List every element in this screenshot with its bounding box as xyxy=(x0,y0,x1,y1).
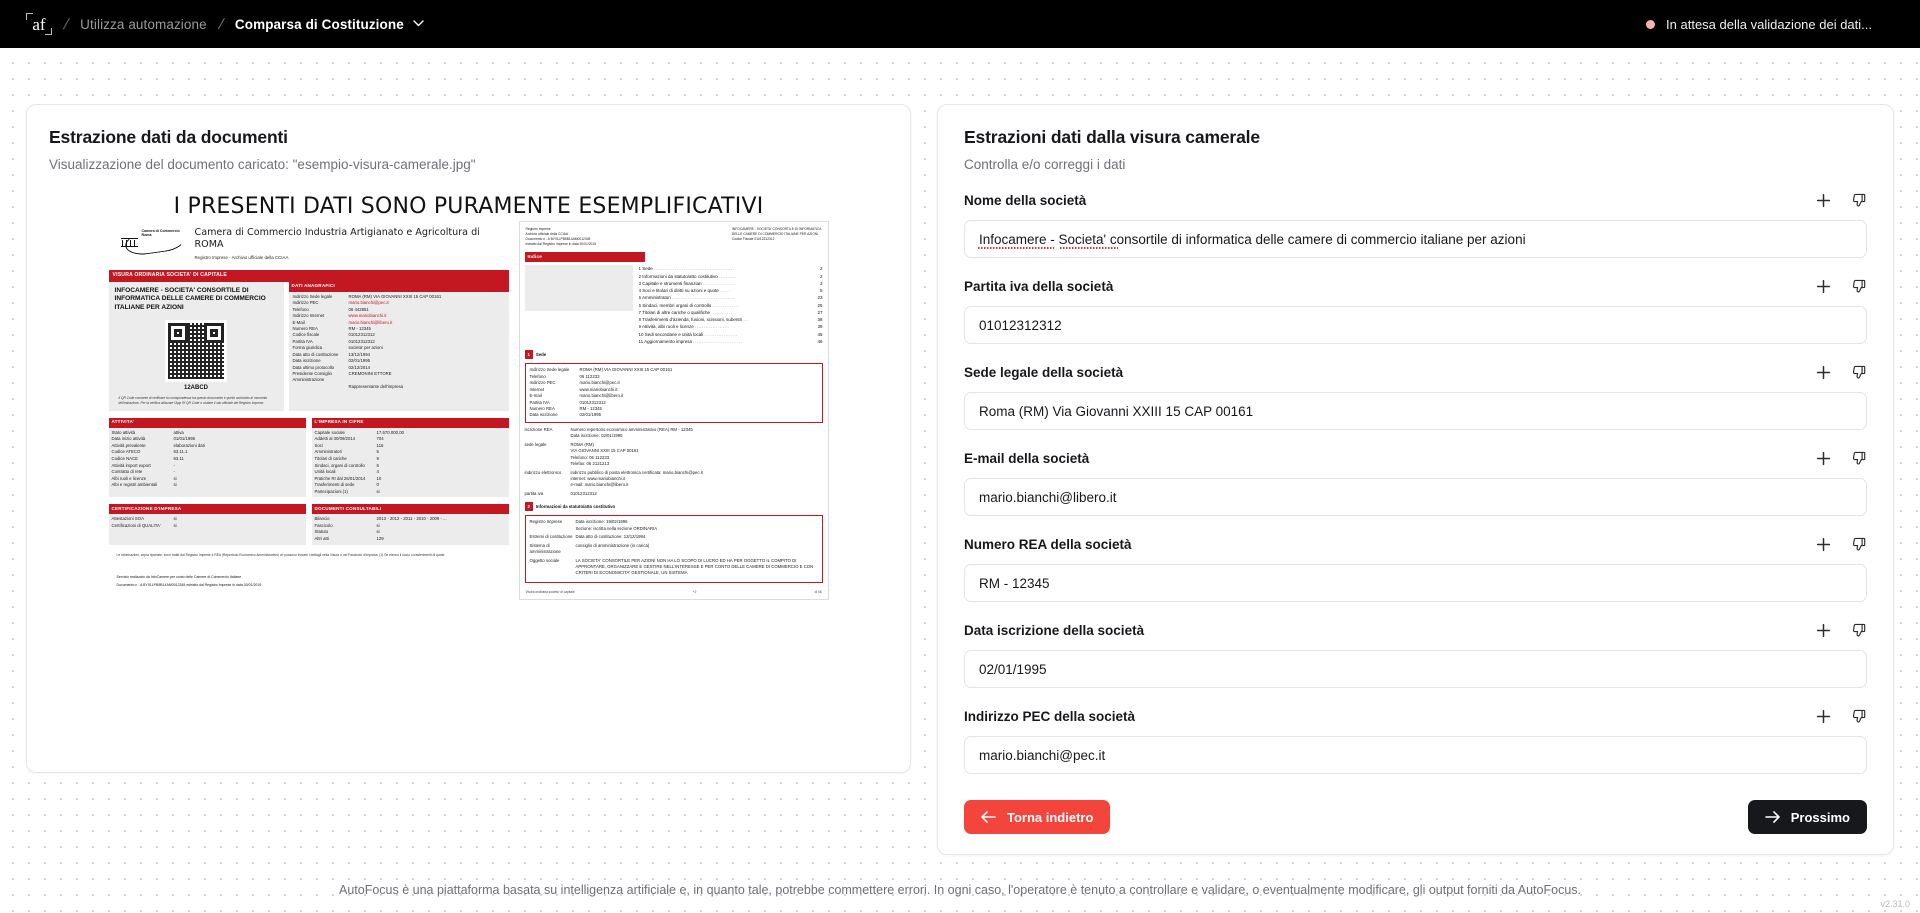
document-sample-banner: I PRESENTI DATI SONO PURAMENTE ESEMPLIFICATIVI xyxy=(173,194,764,219)
breadcrumb-separator-2: / xyxy=(216,15,226,33)
plus-icon[interactable] xyxy=(1815,536,1832,553)
doc-table-row xyxy=(525,427,823,440)
form-field-actions xyxy=(1815,622,1867,639)
qr-code-note: Il QR Code consente di verificare la corrispondenza tra questo documento e quello archiviato al momento dell'estrazione. Per la verifica utilizzare l'App RI QR Code o visitare il sito ufficiale del Registro Imprese. xyxy=(118,396,268,405)
disclaimer-text: AutoFocus è una piattaforma basata su intelligenza artificiale e, in quanto tale, potrebbe commettere errori. In ogni caso, l'operatore è tenuto a controllare e validare, o eventualmente modificare, gli output forniti da AutoFocus. xyxy=(339,883,1581,897)
thumbs-down-icon[interactable] xyxy=(1850,192,1867,209)
next-button[interactable] xyxy=(1748,800,1867,834)
doc-row-key: Capitale sociale xyxy=(314,429,345,435)
doc-row-value: Data atto di costituzione: 13/12/1994 xyxy=(575,534,646,540)
doc-row-value: - xyxy=(173,469,175,475)
index-entry xyxy=(639,331,823,338)
doc-row-value: 01/01/1995 xyxy=(173,436,196,442)
form-field-header xyxy=(964,192,1867,209)
doc-row-key: Titolari di cariche xyxy=(314,455,347,461)
form-field-label: Numero REA della società xyxy=(964,537,1132,552)
form-field-input-wrapper xyxy=(964,209,1867,258)
form-field-header xyxy=(964,364,1867,381)
doc-row-value: Numero repertorio economico amministrativo (REA) RM - 12345 Data iscrizione: 02/01/1995 xyxy=(570,426,693,439)
doc-row-key: Indirizzo Internet xyxy=(292,313,325,319)
form-field-header xyxy=(964,536,1867,553)
doc-table-row xyxy=(312,536,509,543)
form-field-actions xyxy=(1815,708,1867,725)
page1-note: Le informazioni, sopra riportate, sono tratte dal Registro Imprese e REA (Repertorio Economico Amministrativo) al: possono trovare i dettagli nella Visura o nel Fascicolo d'Impresa. (1) Se elenco il socio o trasferimenti di quote. xyxy=(116,552,446,557)
page-background xyxy=(0,48,1920,913)
doc-row-key: Registro Imprese xyxy=(529,519,563,525)
index-entry xyxy=(639,323,823,330)
doc-table-row xyxy=(109,523,306,530)
doc-row-value: 9 xyxy=(376,455,379,461)
index-entry-label: 9 Attività, albi ruoli e licenze .................... xyxy=(638,324,731,330)
index-entry-label: 11 Aggiornamento impresa ............................ xyxy=(638,339,743,345)
doc-row-value: 02/12/2014 xyxy=(348,364,371,370)
doc-row-value: 5 xyxy=(376,449,379,455)
doc-row-key: sede legale xyxy=(524,441,547,447)
doc-row-key: Partita IVA xyxy=(292,338,313,344)
doc-row-value: 63.11 xyxy=(173,455,184,461)
doc-row-key: Unità locali xyxy=(314,469,336,475)
section-1-number: 1 xyxy=(525,350,533,359)
form-field-actions xyxy=(1815,364,1867,381)
index-entry-page: 27 xyxy=(817,309,823,315)
form-field xyxy=(964,278,1867,344)
form-field-input-wrapper xyxy=(964,295,1867,344)
thumbs-down-icon[interactable] xyxy=(1850,450,1867,467)
back-button[interactable] xyxy=(964,800,1110,834)
form-field xyxy=(964,450,1867,516)
doc-row-value: si xyxy=(376,522,380,528)
index-entry-page: 5 xyxy=(819,288,823,294)
doc-row-value: attiva xyxy=(173,429,184,435)
form-subtitle: Controlla e/o correggi i dati xyxy=(964,157,1126,172)
plus-icon[interactable] xyxy=(1815,622,1832,639)
doc-row-key: Data iscrizione xyxy=(529,412,558,418)
index-entry-page: 2 xyxy=(819,273,823,279)
doc-row-key: iscrizione REA xyxy=(524,426,553,432)
doc-row-key: Addetti al 30/09/2014 xyxy=(314,436,356,442)
version-label: v2.31.0 xyxy=(1880,899,1910,909)
form-field-label: E-mail della società xyxy=(964,451,1090,466)
index-entry-page: 46 xyxy=(817,339,823,345)
doc-row-key: Albi e registri ambientali xyxy=(111,482,158,488)
breadcrumb-item-automazione[interactable]: Utilizza automazione xyxy=(80,16,207,32)
arrow-right-icon xyxy=(1765,811,1780,823)
form-actions xyxy=(964,774,1867,834)
document-viewer[interactable] xyxy=(49,194,888,754)
documenti-red-bar: DOCUMENTI CONSULTABILI xyxy=(312,504,509,514)
doc-row-key: Codice NACE xyxy=(111,455,139,461)
document-pages xyxy=(49,221,888,600)
doc-row-value: ROMA (RM) VIA GIOVANNI XXIII 15 CAP 00161 xyxy=(579,367,673,373)
uploaded-file-caption: Visualizzazione del documento caricato: "esempio-visura-camerale.jpg" xyxy=(49,157,476,172)
doc-row-key: Oggetto sociale xyxy=(529,557,560,563)
form-field-label: Nome della società xyxy=(964,193,1087,208)
certificazioni-red-bar: CERTIFICAZIONE D'IMPRESA xyxy=(109,504,306,514)
index-placeholder-block xyxy=(525,265,633,311)
index-entry xyxy=(639,273,823,280)
doc-row-value: - xyxy=(173,462,175,468)
form-field xyxy=(964,536,1867,602)
doc-row-key: Indirizzo PEC xyxy=(292,300,319,306)
form-field-input-wrapper xyxy=(964,467,1867,516)
form-field-input[interactable] xyxy=(964,736,1867,774)
doc-row-value: www.mariobianchi.it xyxy=(348,313,387,319)
doc-row-key xyxy=(293,384,349,390)
anagrafici-table xyxy=(289,292,509,393)
thumbs-down-icon[interactable] xyxy=(1850,708,1867,725)
doc-row-key: Trasferimenti di sede xyxy=(314,482,355,488)
doc-row-value: si xyxy=(376,529,380,535)
doc-row-key: Sistema di amministrazione xyxy=(529,542,561,555)
cciaa-header xyxy=(109,221,509,264)
form-field-header xyxy=(964,450,1867,467)
doc-row-key: Attività prevalente xyxy=(111,442,146,448)
doc-row-key: Bilancio xyxy=(314,516,330,522)
doc-table-row xyxy=(109,482,306,489)
doc-table-row xyxy=(530,534,818,540)
form-field-input-wrapper xyxy=(964,725,1867,774)
form-field xyxy=(964,192,1867,258)
doc-row-value: 10 xyxy=(376,475,382,481)
doc-row-value: 63.11.1 xyxy=(173,449,188,455)
doc-row-value: 129 xyxy=(376,536,384,542)
doc-table-row xyxy=(525,491,823,497)
cciaa-logo-label: Camera di Commercio Roma xyxy=(141,229,180,238)
doc-row-key: Numero REA xyxy=(529,406,555,412)
doc-row-value: 06 442851 xyxy=(348,306,369,312)
form-field-input[interactable] xyxy=(964,564,1867,602)
doc-row-key: Statuto xyxy=(314,529,329,535)
doc-row-value: Rappresentante dell'impresa xyxy=(348,383,404,389)
status-dot-icon xyxy=(1646,20,1655,29)
form-field-label: Partita iva della società xyxy=(964,279,1114,294)
index-entry-page: 23 xyxy=(817,295,823,301)
doc-row-value: 06 112233 xyxy=(579,373,600,379)
index-entry-label: 4 Soci e titolari di diritti su azioni e quote ...... xyxy=(638,288,731,294)
doc-row-value: 704 xyxy=(376,436,384,442)
doc-table-row xyxy=(530,543,818,556)
back-button-label: Torna indietro xyxy=(1007,809,1094,825)
doc-row-value: 2013 - 2012 - 2011 - 2010 - 2009 - ... xyxy=(376,516,447,522)
doc-row-value: 4 xyxy=(376,469,379,475)
doc-row-key: Data inizio attività xyxy=(111,436,146,442)
doc-row-key: Sindaci, organi di controllo xyxy=(314,462,365,468)
index-entry-label: 10 Sedi secondarie e unità locali ................... xyxy=(638,331,738,337)
breadcrumb-separator-1: / xyxy=(61,15,71,33)
form-field-actions xyxy=(1815,536,1867,553)
page2-header-right: INFOCAMERE - SOCIETA' CONSORTILE DI INFORMATICA DELLE CAMERE DI COMMERCIO ITALIANE PER AZIONI Codice Fiscale 01012312312 xyxy=(731,227,822,241)
doc-row-key: Data iscrizione xyxy=(292,358,321,364)
doc-row-key: Indirizzo Sede legale xyxy=(292,293,333,299)
plus-icon[interactable] xyxy=(1815,364,1832,381)
doc-row-key: Forma giuridica xyxy=(292,345,323,351)
form-field-actions xyxy=(1815,192,1867,209)
section-1-details-table xyxy=(520,427,828,497)
index-entry-page: 39 xyxy=(817,324,823,330)
document-preview-card xyxy=(26,104,911,773)
doc-row-key: Presidente Consiglio Amministrazione xyxy=(292,371,332,383)
doc-row-key: Indirizzo Sede legale xyxy=(529,367,570,373)
index-entry-page: 38 xyxy=(817,317,823,323)
doc-row-key: Attività import export xyxy=(111,462,151,468)
doc-row-value: RM - 12345 xyxy=(579,406,602,412)
arrow-left-icon xyxy=(981,811,996,823)
index-entry-page: 2 xyxy=(819,266,823,272)
doc-row-key: Pratiche RI dal 26/01/2014 xyxy=(314,475,366,481)
section-2-number: 2 xyxy=(525,502,533,511)
form-field-label: Indirizzo PEC della società xyxy=(964,709,1136,724)
index-entry xyxy=(639,309,823,316)
doc-row-key: Data ultimo protocollo xyxy=(292,364,335,370)
doc-row-value: indirizzo pubblico di posta elettronica certificata: mario.bianchi@pec.it internet: www.mariobianchi.it e-mail: mario.bianchi@libero.it xyxy=(570,469,703,488)
index-entry-label: 5 Amministratori .................................... xyxy=(638,295,736,301)
doc-row-key: Partecipazioni (1) xyxy=(314,488,348,494)
index-entry-page: 45 xyxy=(817,331,823,337)
plus-icon[interactable] xyxy=(1815,278,1832,295)
form-field-header xyxy=(964,622,1867,639)
qr-code-label: 12ABCD xyxy=(183,384,208,391)
doc-row-value: mario.bianchi@pec.it xyxy=(348,300,389,306)
impresa-table xyxy=(312,428,509,497)
thumbs-down-icon[interactable] xyxy=(1850,364,1867,381)
page1-footer-1: Servizio realizzato da InfoCamere per conto delle Camere di Commercio Italiane xyxy=(116,575,242,580)
index-entry xyxy=(639,280,823,287)
app-logo-text: af xyxy=(32,14,46,34)
index-entry-label: 8 Trasferimenti d'azienda, fusioni, scissioni, subentri ... xyxy=(638,317,749,323)
form-field-header xyxy=(964,278,1867,295)
index-entry-label: 3 Capitale e strumenti finanziari ................... xyxy=(638,280,737,286)
page2-header-left: Registro Imprese Archivio ufficiale della CCIAA Documento n . A BY01LPB5B14AM0012345 estratto dal Registro Imprese in data 30/01/2015 xyxy=(525,227,597,246)
visura-red-bar: VISURA ORDINARIA SOCIETA' DI CAPITALE xyxy=(109,270,509,282)
doc-row-key: partita iva xyxy=(524,490,544,496)
doc-row-key: Data atto di costituzione xyxy=(292,351,339,357)
form-field-header xyxy=(964,708,1867,725)
form-field-input-wrapper xyxy=(964,639,1867,688)
doc-row-value: si xyxy=(376,488,380,494)
doc-row-value: si xyxy=(173,482,177,488)
doc-row-key: indirizzo elettronico xyxy=(524,469,562,475)
form-field-label: Sede legale della società xyxy=(964,365,1124,380)
doc-row-value: Data iscrizione: 19/02/1996 Sezione: iscritta nella sezione ORDINARIA xyxy=(575,519,658,531)
doc-row-key: E-mail xyxy=(529,393,542,399)
doc-row-value: 116 xyxy=(376,442,384,448)
doc-row-value: 01012312312 xyxy=(348,338,375,344)
form-field-input[interactable] xyxy=(964,650,1867,688)
doc-row-value: 02/01/1995 xyxy=(579,412,602,418)
doc-row-value: 6 xyxy=(376,462,379,468)
form-field-input[interactable] xyxy=(964,220,1867,258)
index-entry-label: 6 Sindaci, membri organi di controllo ............... xyxy=(638,302,739,308)
doc-row-key: Indirizzo PEC xyxy=(529,380,556,386)
chevron-down-icon[interactable] xyxy=(413,19,424,30)
form-field-input[interactable] xyxy=(964,392,1867,430)
form-title: Estrazioni dati dalla visura camerale xyxy=(964,127,1260,147)
section-1-title: Sede xyxy=(535,351,547,357)
main-content xyxy=(26,104,1894,855)
doc-table-row xyxy=(525,470,823,489)
doc-row-value: si xyxy=(173,475,177,481)
thumbs-down-icon[interactable] xyxy=(1850,278,1867,295)
index-entry xyxy=(639,302,823,309)
doc-row-key: Amministratori xyxy=(314,449,342,455)
cciaa-logo-icon xyxy=(119,227,187,261)
doc-row-value: RM - 12345 xyxy=(348,325,371,331)
form-field-actions xyxy=(1815,278,1867,295)
doc-row-key: Altri atti xyxy=(314,536,329,542)
indice-red-bar: Indice xyxy=(525,252,645,262)
index-entry xyxy=(639,316,823,323)
doc-table-row xyxy=(293,371,505,384)
doc-row-value: ROMA (RM) VIA GIOVANNI XXIII 15 CAP 00161 xyxy=(348,293,442,299)
status-area xyxy=(1646,17,1894,32)
section-2-title: Informazioni da statuto/atto costitutivo xyxy=(535,503,616,509)
form-fields xyxy=(964,172,1867,774)
index-entry-page: 25 xyxy=(817,302,823,308)
doc-row-value: www.mariobianchi.it xyxy=(579,386,618,392)
doc-row-key: Numero REA xyxy=(292,325,318,331)
plus-icon[interactable] xyxy=(1815,192,1832,209)
status-badge: In attesa della validazione dei dati... xyxy=(1666,16,1872,32)
doc-row-key: Partita IVA xyxy=(529,399,550,405)
index-entry xyxy=(639,294,823,301)
breadcrumb-item-comparsa[interactable]: Comparsa di Costituzione xyxy=(234,16,404,32)
form-field-label: Data iscrizione della società xyxy=(964,623,1145,638)
thumbs-down-icon[interactable] xyxy=(1850,622,1867,639)
index-entry-label: 1 Sede .............................................. xyxy=(638,266,735,272)
page1-footer-2: Documento n . A BY01LPB5B14AM0012345 estratto dal Registro Imprese in data 30/01/2015 xyxy=(116,583,262,588)
doc-table-row xyxy=(312,489,509,496)
doc-row-value: 01012312312 xyxy=(348,332,375,338)
form-field-actions xyxy=(1815,450,1867,467)
section-1-table xyxy=(525,363,823,423)
doc-row-key: Codice fiscale xyxy=(292,332,320,338)
company-name-block: INFOCAMERE - SOCIETA' CONSORTILE DI INFORMATICA DELLE CAMERE DI COMMERCIO ITALIANE PER AZIONI xyxy=(114,286,266,311)
doc-row-key: Certificazioni di QUALITA' xyxy=(111,522,161,528)
doc-row-value: mario.bianchi@pec.it xyxy=(579,380,620,386)
attivita-red-bar: ATTIVITA' xyxy=(109,418,306,428)
doc-table-row xyxy=(530,412,818,418)
doc-table-row xyxy=(293,384,505,390)
disclaimer-footer xyxy=(0,869,1920,913)
anagrafici-red-bar: DATI ANAGRAFICI xyxy=(289,282,509,292)
form-field xyxy=(964,708,1867,774)
index-entry xyxy=(639,265,823,272)
qr-code-icon xyxy=(165,320,227,382)
doc-row-value: societa' per azioni xyxy=(348,345,383,351)
doc-row-key: Internet xyxy=(529,386,545,392)
doc-row-value: 01012312312 xyxy=(570,490,597,496)
form-field xyxy=(964,364,1867,430)
top-navigation-bar xyxy=(0,0,1920,48)
index-entry-label: 2 Informazioni da statuto/atto costitutivo .......... xyxy=(638,273,737,279)
index-entry-label: 7 Titolari di altre cariche o qualifiche ............ xyxy=(638,309,733,315)
doc-table-row xyxy=(530,519,818,532)
attivita-table xyxy=(109,428,306,491)
doc-row-key: Contratto di rete xyxy=(111,469,143,475)
doc-row-value: CREMONINI ETTORE xyxy=(348,371,392,377)
doc-row-key: Stato attività xyxy=(111,429,136,435)
section-2-table xyxy=(525,515,823,583)
documenti-table xyxy=(312,514,509,544)
thumbs-down-icon[interactable] xyxy=(1850,536,1867,553)
index-entry xyxy=(639,287,823,294)
index-list xyxy=(639,265,823,345)
plus-icon[interactable] xyxy=(1815,450,1832,467)
doc-row-key: Telefono xyxy=(529,373,546,379)
doc-row-key: Telefono xyxy=(292,306,309,312)
doc-row-value: si xyxy=(173,516,177,522)
doc-row-value: ROMA (RM) VIA GIOVANNI XXIII 15 CAP 00161 Telefono: 06 112233 Telefax: 06 2121213 xyxy=(570,441,639,467)
document-page-2 xyxy=(519,221,829,600)
impresa-red-bar: L'IMPRESA IN CIFRE xyxy=(312,418,509,428)
doc-row-key: Codice ATECO xyxy=(111,449,141,455)
doc-table-row xyxy=(525,442,823,468)
doc-row-key: Soci xyxy=(314,442,323,448)
doc-row-value: 02/01/1995 xyxy=(348,358,371,364)
doc-row-key: E-Mail xyxy=(292,319,305,325)
plus-icon[interactable] xyxy=(1815,708,1832,725)
doc-row-value: 0 xyxy=(376,482,379,488)
cciaa-title: Camera di Commercio Industria Artigianato e Agricoltura di ROMA xyxy=(194,227,480,250)
doc-row-value: si xyxy=(173,522,177,528)
doc-row-value: mario.bianchi@libero.it xyxy=(348,319,393,325)
doc-row-key: Fascicolo xyxy=(314,522,333,528)
cciaa-subtitle: Registro Imprese - Archivio ufficiale della CCIAA xyxy=(194,255,289,261)
doc-table-row xyxy=(530,558,818,577)
doc-row-value: mario.bianchi@libero.it xyxy=(579,393,624,399)
form-field xyxy=(964,622,1867,688)
doc-row-value: 01012312312 xyxy=(579,399,606,405)
extraction-form-card xyxy=(937,104,1894,855)
page2-footer-right: di 46 xyxy=(814,589,822,594)
doc-row-key: Attestazioni SOA xyxy=(111,516,144,522)
form-field-input-wrapper xyxy=(964,381,1867,430)
page-title: Estrazione dati da documenti xyxy=(49,127,288,147)
doc-row-value: 17.670.000,00 xyxy=(376,429,404,435)
doc-row-value: elaborazioni dati xyxy=(173,442,205,448)
document-page-1 xyxy=(109,221,509,600)
form-field-input[interactable] xyxy=(964,306,1867,344)
doc-row-value: 13/12/1994 xyxy=(348,351,371,357)
doc-row-value: LA SOCIETA' CONSORTILE PER AZIONI NON HA LO SCOPO DI LUCRO ED HA PER OGGETTO IL COMPITO DI APPRONTARE, ORGANIZZARE E GESTIRE NELL'INTERESSE E PER CONTO DELLE CAMERE DI COMMERCIO E CON CRITERI DI ECONOMICITA' GESTIONALE, UN SISTEMA xyxy=(575,557,814,576)
page2-footer-mid: +2 xyxy=(692,589,697,594)
doc-row-key: Estremi di costituzione xyxy=(529,534,573,540)
doc-row-value: consiglio di amministrazione (in carica) xyxy=(575,542,650,548)
page2-footer-left: Visura ordinaria societa' di capitale xyxy=(525,589,575,594)
app-logo[interactable] xyxy=(26,12,52,36)
form-field-input-wrapper xyxy=(964,553,1867,602)
certificazioni-table xyxy=(109,514,306,531)
doc-row-key: Albi ruoli e licenze xyxy=(111,475,147,481)
next-button-label: Prossimo xyxy=(1790,809,1850,825)
form-field-input[interactable] xyxy=(964,478,1867,516)
index-entry-page: 3 xyxy=(819,280,823,286)
index-entry xyxy=(639,338,823,345)
